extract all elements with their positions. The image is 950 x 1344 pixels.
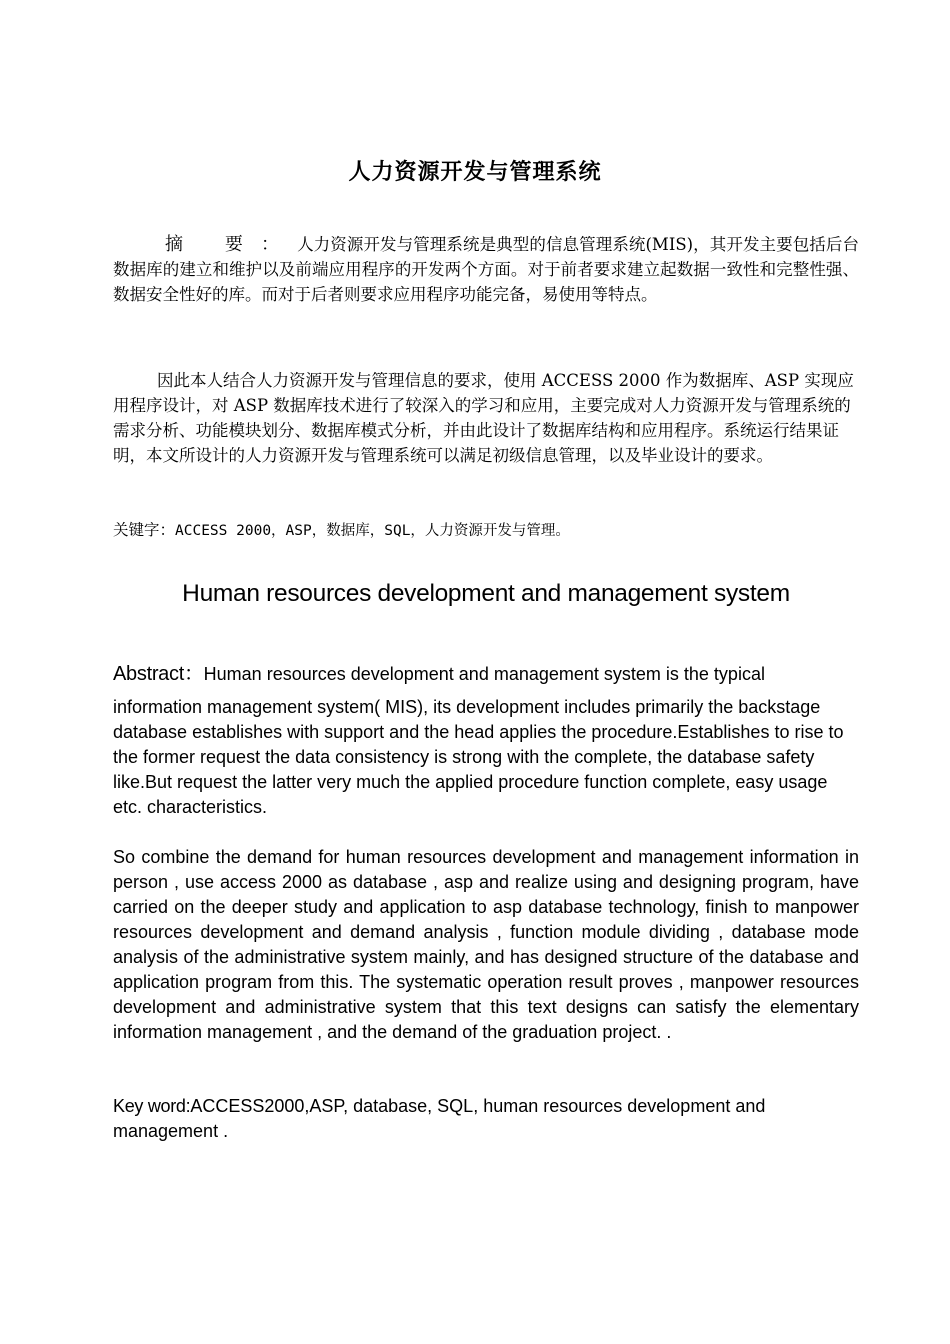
chinese-abstract-label: 摘 要： xyxy=(165,234,298,255)
english-keywords-value: ACCESS2000,ASP, database, SQL, human resources development and management . xyxy=(113,1096,766,1141)
chinese-abstract xyxy=(113,232,859,317)
english-abstract-first-line xyxy=(113,657,765,686)
chinese-title: 人力资源开发与管理系统 xyxy=(348,160,602,185)
english-abstract-paragraph-2: So combine the demand for human resources development and management information in person , use access 2000 as database , asp and realize using and designing program, have carried on the deeper study and application to asp database technology, finish to manpower resources development and demand analysis , function module dividing , database mode analysis of the administrative system mainly, and has designed structure of the database and application program from this. The systematic operation result proves , manpower resources development and administrative system that this text designs can satisfy the elementary information management , and the demand of the graduation project. . xyxy=(113,847,859,1042)
chinese-abstract-paragraph-2: 因此本人结合人力资源开发与管理信息的要求，使用 ACCESS 2000 作为数据库、ASP 实现应用程序设计，对 ASP 数据库技术进行了较深入的学习和应用，主要完成对人力资源开发与管理系统的需求分析、功能模块划分、数据库模式分析，并由此设计了数据库结构和应用程序。系统运行结果证明，本文所设计的人力资源开发与管理系统可以满足初级信息管理，以及毕业设计的要求。 xyxy=(113,371,854,465)
english-keywords xyxy=(113,1094,853,1144)
chinese-abstract-text-1: 人力资源开发与管理系统是典型的信息管理系统(MIS)，其开发主要包括后台数据库的建立和维护以及前端应用程序的开发两个方面。对于前者要求建立起数据一致性和完整性强、数据安全性好的库。而对于后者则要求应用程序功能完备，易使用等特点。 xyxy=(113,235,859,304)
chinese-keywords-label: 关键字： xyxy=(113,521,176,539)
english-title: Human resources development and management system xyxy=(182,580,790,607)
english-abstract-first-text: Human resources development and management system is the typical xyxy=(203,664,765,684)
english-abstract-paragraph-1: information management system( MIS), its development includes primarily the backstage database establishes with support and the head applies the procedure.Establishes to rise to the former request the data consistency is strong with the complete, the database safety like.But request the latter very much the applied procedure function complete, easy usage etc. characteristics. xyxy=(113,697,844,817)
english-keywords-label: Key word: xyxy=(113,1096,191,1116)
english-abstract-label: Abstract： xyxy=(113,663,204,685)
chinese-keywords-value: ACCESS 2000，ASP，数据库，SQL，人力资源开发与管理。 xyxy=(175,523,570,539)
chinese-keywords xyxy=(113,519,570,542)
chinese-abstract-paragraph-1 xyxy=(113,232,859,307)
